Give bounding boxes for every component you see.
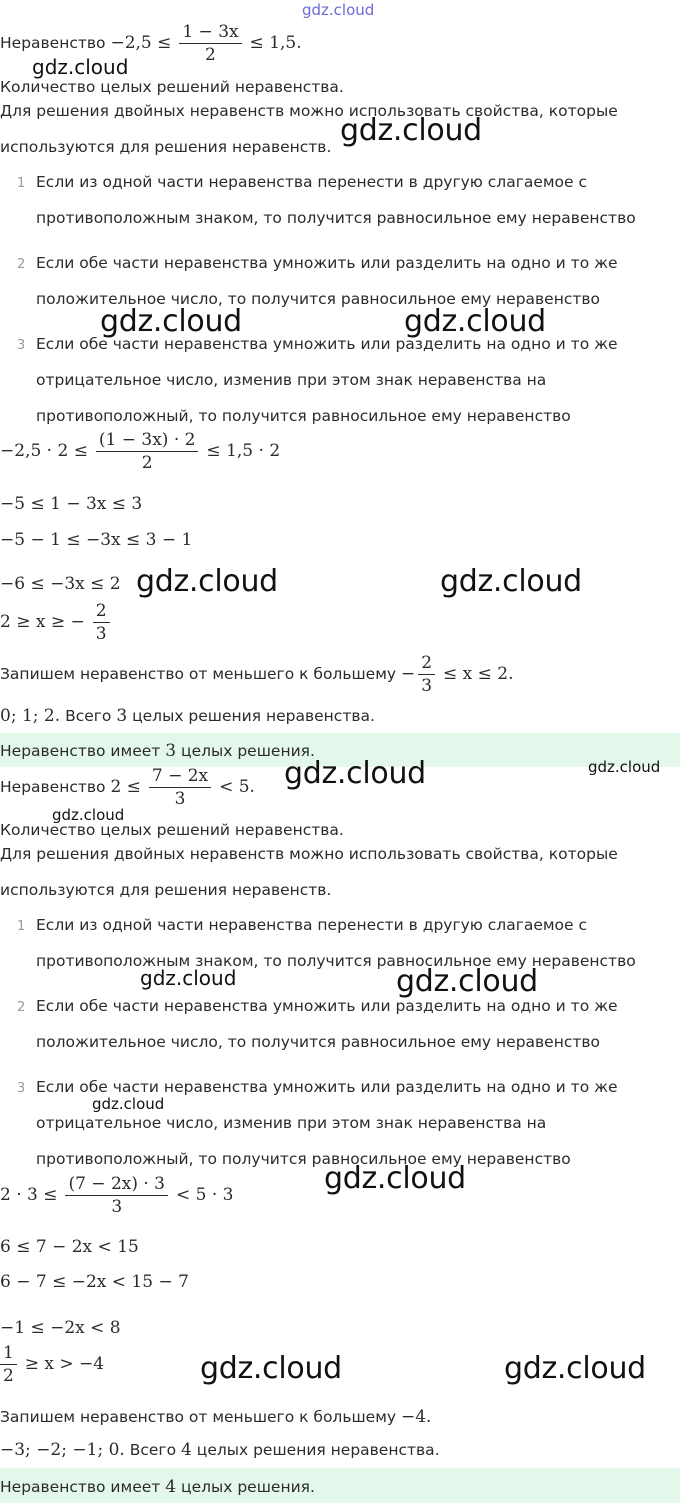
property-number: 2 bbox=[17, 1000, 26, 1015]
task1-intro-line2: используются для решения неравенств. bbox=[0, 138, 332, 156]
step5-left: 2 ≥ x ≥ − bbox=[0, 612, 85, 632]
property-1-line2: противоположным знаком, то получится равносильное ему неравенство bbox=[36, 209, 636, 227]
answer-count: 3 bbox=[165, 741, 177, 761]
property-3-line1: Если обе части неравенства умножить или разделить на одно и то же bbox=[36, 1078, 618, 1096]
property-3-line3: противоположный, то получится равносильное ему неравенство bbox=[36, 407, 571, 425]
task2-step2: 6 ≤ 7 − 2x < 15 bbox=[0, 1237, 139, 1257]
property-2-line1: Если обе части неравенства умножить или разделить на одно и то же bbox=[36, 254, 618, 272]
fraction-denominator: 2 bbox=[3, 1366, 14, 1386]
step1-fraction bbox=[96, 430, 199, 473]
task1-title-right: ≤ 1,5. bbox=[249, 33, 302, 53]
property-2-line2: положительное число, то получится равносильное ему неравенство bbox=[36, 1033, 601, 1051]
fraction-numerator: 2 bbox=[418, 653, 435, 675]
property-1-line1: Если из одной части неравенства перенести в другую слагаемое с bbox=[36, 173, 588, 191]
property-number: 1 bbox=[17, 176, 26, 191]
property-1-line1: Если из одной части неравенства перенести в другую слагаемое с bbox=[36, 916, 588, 934]
task1-step5 bbox=[0, 601, 113, 644]
task1-step1 bbox=[0, 430, 280, 473]
fraction-numerator: 1 bbox=[0, 1343, 17, 1365]
property-3-line2: отрицательное число, изменив при этом знак неравенства на bbox=[36, 371, 547, 389]
fraction-denominator: 2 bbox=[205, 45, 216, 65]
task1-title-left: −2,5 ≤ bbox=[110, 33, 172, 53]
solutions-tail: целых решения неравенства. bbox=[196, 1441, 440, 1459]
watermark: gdz.cloud bbox=[92, 1095, 165, 1113]
watermark: gdz.cloud bbox=[140, 966, 237, 990]
watermark: gdz.cloud bbox=[396, 964, 538, 999]
property-3-line2: отрицательное число, изменив при этом знак неравенства на bbox=[36, 1114, 547, 1132]
fraction-numerator: (1 − 3x) · 2 bbox=[96, 430, 199, 452]
solutions-list: 0; 1; 2. bbox=[0, 706, 61, 726]
fraction-denominator: 3 bbox=[421, 676, 433, 696]
property-1-line2: противоположным знаком, то получится равносильное ему неравенство bbox=[36, 952, 636, 970]
answer-tail: целых решения. bbox=[181, 742, 315, 760]
property-2-line2: положительное число, то получится равносильное ему неравенство bbox=[36, 290, 601, 308]
task1-step3: −5 − 1 ≤ −3x ≤ 3 − 1 bbox=[0, 530, 193, 550]
task2-step4: −1 ≤ −2x < 8 bbox=[0, 1318, 121, 1338]
step1-left: −2,5 · 2 ≤ bbox=[0, 441, 88, 461]
solutions-tail: целых решения неравенства. bbox=[132, 707, 375, 725]
solutions-count: 4 bbox=[181, 1440, 192, 1460]
task2-step5 bbox=[0, 1343, 104, 1386]
watermark: gdz.cloud bbox=[136, 564, 278, 599]
task2-title-fraction bbox=[149, 766, 211, 809]
task2-step3: 6 − 7 ≤ −2x < 15 − 7 bbox=[0, 1272, 189, 1292]
watermark: gdz.cloud bbox=[52, 806, 125, 824]
task2-solutions bbox=[0, 1440, 440, 1460]
watermark: gdz.cloud bbox=[588, 758, 661, 776]
solutions-text: Всего bbox=[65, 707, 112, 725]
solutions-count: 3 bbox=[116, 706, 128, 726]
watermark: gdz.cloud bbox=[100, 304, 242, 339]
order-right: ≤ x ≤ 2. bbox=[443, 664, 514, 684]
task1-order bbox=[0, 653, 514, 696]
task2-answer bbox=[0, 1468, 680, 1503]
order-left: − bbox=[401, 664, 416, 684]
property-number: 1 bbox=[17, 919, 26, 934]
order-fraction bbox=[418, 653, 435, 696]
property-number: 2 bbox=[17, 257, 26, 272]
order-value: −4. bbox=[401, 1407, 432, 1427]
task1-step2: −5 ≤ 1 − 3x ≤ 3 bbox=[0, 494, 143, 514]
task1-title-prefix: Неравенство bbox=[0, 34, 106, 52]
fraction-numerator: 2 bbox=[93, 601, 110, 623]
property-3-line1: Если обе части неравенства умножить или разделить на одно и то же bbox=[36, 335, 618, 353]
watermark: gdz.cloud bbox=[32, 55, 129, 79]
task1-question: Количество целых решений неравенства. bbox=[0, 78, 344, 96]
property-3-line3: противоположный, то получится равносильное ему неравенство bbox=[36, 1150, 571, 1168]
step5-fraction bbox=[0, 1343, 17, 1386]
fraction-numerator: (7 − 2x) · 3 bbox=[65, 1174, 168, 1196]
watermark: gdz.cloud bbox=[340, 113, 482, 148]
task2-step1 bbox=[0, 1174, 233, 1217]
fraction-denominator: 2 bbox=[141, 453, 153, 473]
property-number: 3 bbox=[17, 1081, 26, 1096]
answer-prefix: Неравенство имеет bbox=[0, 742, 161, 760]
answer-tail: целых решения. bbox=[181, 1478, 315, 1496]
task1-step4: −6 ≤ −3x ≤ 2 bbox=[0, 574, 121, 594]
solutions-list: −3; −2; −1; 0. bbox=[0, 1440, 125, 1460]
task1-intro-line1: Для решения двойных неравенств можно использовать свойства, которые bbox=[0, 102, 618, 120]
fraction-denominator: 3 bbox=[95, 624, 107, 644]
task2-title-right: < 5. bbox=[219, 777, 255, 797]
task2-intro-line2: используются для решения неравенств. bbox=[0, 881, 332, 899]
watermark: gdz.cloud bbox=[200, 1351, 342, 1386]
watermark: gdz.cloud bbox=[284, 756, 426, 791]
solutions-text: Всего bbox=[129, 1441, 177, 1459]
task2-order bbox=[0, 1407, 431, 1427]
answer-count: 4 bbox=[165, 1477, 177, 1497]
fraction-numerator: 7 − 2x bbox=[149, 766, 211, 788]
task2-intro-line1: Для решения двойных неравенств можно использовать свойства, которые bbox=[0, 845, 618, 863]
answer-prefix: Неравенство имеет bbox=[0, 1478, 161, 1496]
task2-title bbox=[0, 766, 255, 809]
task2-title-prefix: Неравенство bbox=[0, 778, 106, 796]
step5-fraction bbox=[93, 601, 110, 644]
task1-title-fraction bbox=[179, 22, 241, 65]
step1-left: 2 · 3 ≤ bbox=[0, 1185, 58, 1205]
task2-title-left: 2 ≤ bbox=[110, 777, 141, 797]
property-2-line1: Если обе части неравенства умножить или разделить на одно и то же bbox=[36, 997, 618, 1015]
step1-right: < 5 · 3 bbox=[175, 1185, 234, 1205]
step1-right: ≤ 1,5 · 2 bbox=[206, 441, 281, 461]
watermark: gdz.cloud bbox=[504, 1351, 646, 1386]
property-number: 3 bbox=[17, 338, 26, 353]
task2-question: Количество целых решений неравенства. bbox=[0, 821, 344, 839]
task1-solutions bbox=[0, 706, 375, 726]
watermark: gdz.cloud bbox=[302, 1, 375, 19]
order-text: Запишем неравенство от меньшего к большему bbox=[0, 665, 397, 683]
order-text: Запишем неравенство от меньшего к большему bbox=[0, 1408, 397, 1426]
step1-fraction bbox=[65, 1174, 168, 1217]
watermark: gdz.cloud bbox=[404, 304, 546, 339]
watermark: gdz.cloud bbox=[324, 1161, 466, 1196]
fraction-numerator: 1 − 3x bbox=[179, 22, 241, 44]
step5-right: ≥ x > −4 bbox=[24, 1354, 105, 1374]
fraction-denominator: 3 bbox=[111, 1197, 123, 1217]
watermark: gdz.cloud bbox=[440, 564, 582, 599]
fraction-denominator: 3 bbox=[174, 789, 186, 809]
